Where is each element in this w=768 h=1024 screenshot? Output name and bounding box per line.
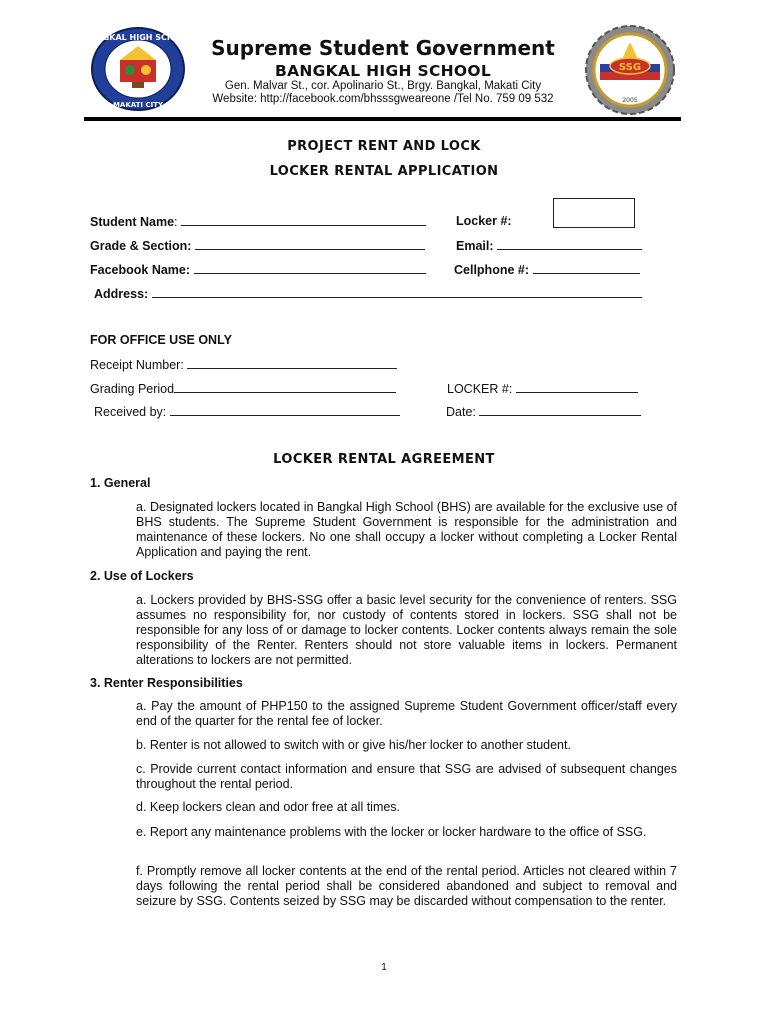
grade-section-label: Grade & Section: — [90, 239, 192, 253]
letterhead — [0, 0, 768, 122]
grade-section-blank[interactable] — [195, 238, 425, 250]
svg-text:MAKATI CITY: MAKATI CITY — [112, 101, 164, 109]
locker-number-label: Locker #: — [456, 214, 512, 228]
project-title: PROJECT RENT AND LOCK — [287, 139, 481, 154]
ssg-seal-icon — [580, 24, 680, 116]
received-by-label: Received by: — [94, 405, 167, 419]
contact-line: Website: http://facebook.com/bhsssgweareone /Tel No. 759 09 532 — [212, 93, 554, 105]
office-locker-blank[interactable] — [516, 381, 638, 393]
locker-number-field[interactable] — [456, 214, 512, 228]
svg-text:SSG: SSG — [618, 62, 642, 73]
agreement-paragraph: d. Keep lockers clean and odor free at all times. — [136, 800, 401, 814]
receipt-number-label: Receipt Number: — [90, 358, 184, 372]
school-seal-icon — [83, 26, 193, 112]
svg-text:BANGKAL HIGH SCHOOL: BANGKAL HIGH SCHOOL — [83, 33, 193, 42]
facebook-name-label: Facebook Name: — [90, 263, 191, 277]
application-title: LOCKER RENTAL APPLICATION — [269, 164, 499, 179]
email-field[interactable] — [456, 238, 642, 253]
date-blank[interactable] — [479, 404, 641, 416]
address-field[interactable] — [94, 286, 642, 301]
agreement-paragraph: e. Report any maintenance problems with the locker or locker hardware to the office of SSG. — [136, 825, 647, 839]
student-name-label: Student Name — [90, 215, 175, 229]
office-use-heading: FOR OFFICE USE ONLY — [90, 333, 232, 347]
student-name-field[interactable]: Student Name: — [90, 214, 426, 229]
agreement-paragraph: a. Pay the amount of PHP150 to the assigned Supreme Student Government officer/staff every end of the quarter for the rental fee of locker. — [136, 699, 677, 728]
email-blank[interactable] — [497, 238, 642, 250]
date-label: Date: — [446, 405, 476, 419]
cellphone-field[interactable] — [454, 262, 640, 277]
grade-section-field[interactable] — [90, 238, 425, 253]
facebook-name-field[interactable] — [90, 262, 426, 277]
school-name: BANGKAL HIGH SCHOOL — [274, 62, 492, 80]
receipt-number-field[interactable] — [90, 357, 397, 372]
grading-period-field[interactable] — [90, 381, 396, 396]
agreement-paragraph: f. Promptly remove all locker contents at the end of the rental period. Articles not cleared within 7 days following the rental period shall be considered abandoned and subject to removal and seizure by SSG. Contents seized by SSG may be discarded without compensation to the renter. — [136, 864, 677, 908]
cellphone-label: Cellphone #: — [454, 263, 530, 277]
organization-title: Supreme Student Government — [211, 36, 555, 60]
svg-text:2005: 2005 — [622, 97, 638, 104]
section-heading: 2. Use of Lockers — [90, 569, 194, 583]
agreement-paragraph: a. Designated lockers located in Bangkal High School (BHS) are available for the exclusive use of BHS students. The Supreme Student Government is responsible for the administration and maintenance of these lockers. No one shall occupy a locker without completing a Locker Rental Application and paying the rent. — [136, 500, 677, 559]
address-label: Address: — [94, 287, 149, 301]
grading-period-blank[interactable] — [174, 381, 396, 393]
section-heading: 1. General — [90, 476, 151, 490]
receipt-number-blank[interactable] — [187, 357, 397, 369]
received-by-blank[interactable] — [170, 404, 400, 416]
address-blank[interactable] — [152, 286, 642, 298]
office-locker-field[interactable] — [447, 381, 638, 396]
received-by-field[interactable] — [94, 404, 400, 419]
school-address: Gen. Malvar St., cor. Apolinario St., Brgy. Bangkal, Makati City — [224, 80, 542, 92]
agreement-paragraph: a. Lockers provided by BHS-SSG offer a basic level security for the convenience of renters. SSG assumes no responsibility for, nor custody of contents stored in lockers. SSG shall not be responsible for any loss of or damage to locker contents. Locker contents always remain the sole responsibility of the Renter. Renters should not store valuable items in lockers. Permanent alterations to lockers are not permitted. — [136, 593, 677, 667]
agreement-paragraph: b. Renter is not allowed to switch with or give his/her locker to another student. — [136, 738, 571, 752]
cellphone-blank[interactable] — [533, 262, 640, 274]
grading-period-label: Grading Period — [90, 382, 175, 396]
facebook-name-blank[interactable] — [194, 262, 426, 274]
office-locker-label: LOCKER #: — [447, 382, 513, 396]
locker-number-box[interactable] — [553, 198, 635, 228]
page-number: 1 — [381, 962, 387, 973]
section-heading: 3. Renter Responsibilities — [90, 676, 243, 690]
date-field[interactable] — [446, 404, 641, 419]
agreement-title: LOCKER RENTAL AGREEMENT — [273, 452, 495, 467]
student-name-blank[interactable] — [181, 214, 426, 226]
email-label: Email: — [456, 239, 494, 253]
agreement-paragraph: c. Provide current contact information and ensure that SSG are advised of subsequent changes throughout the rental period. — [136, 762, 677, 791]
header-divider — [84, 117, 681, 121]
